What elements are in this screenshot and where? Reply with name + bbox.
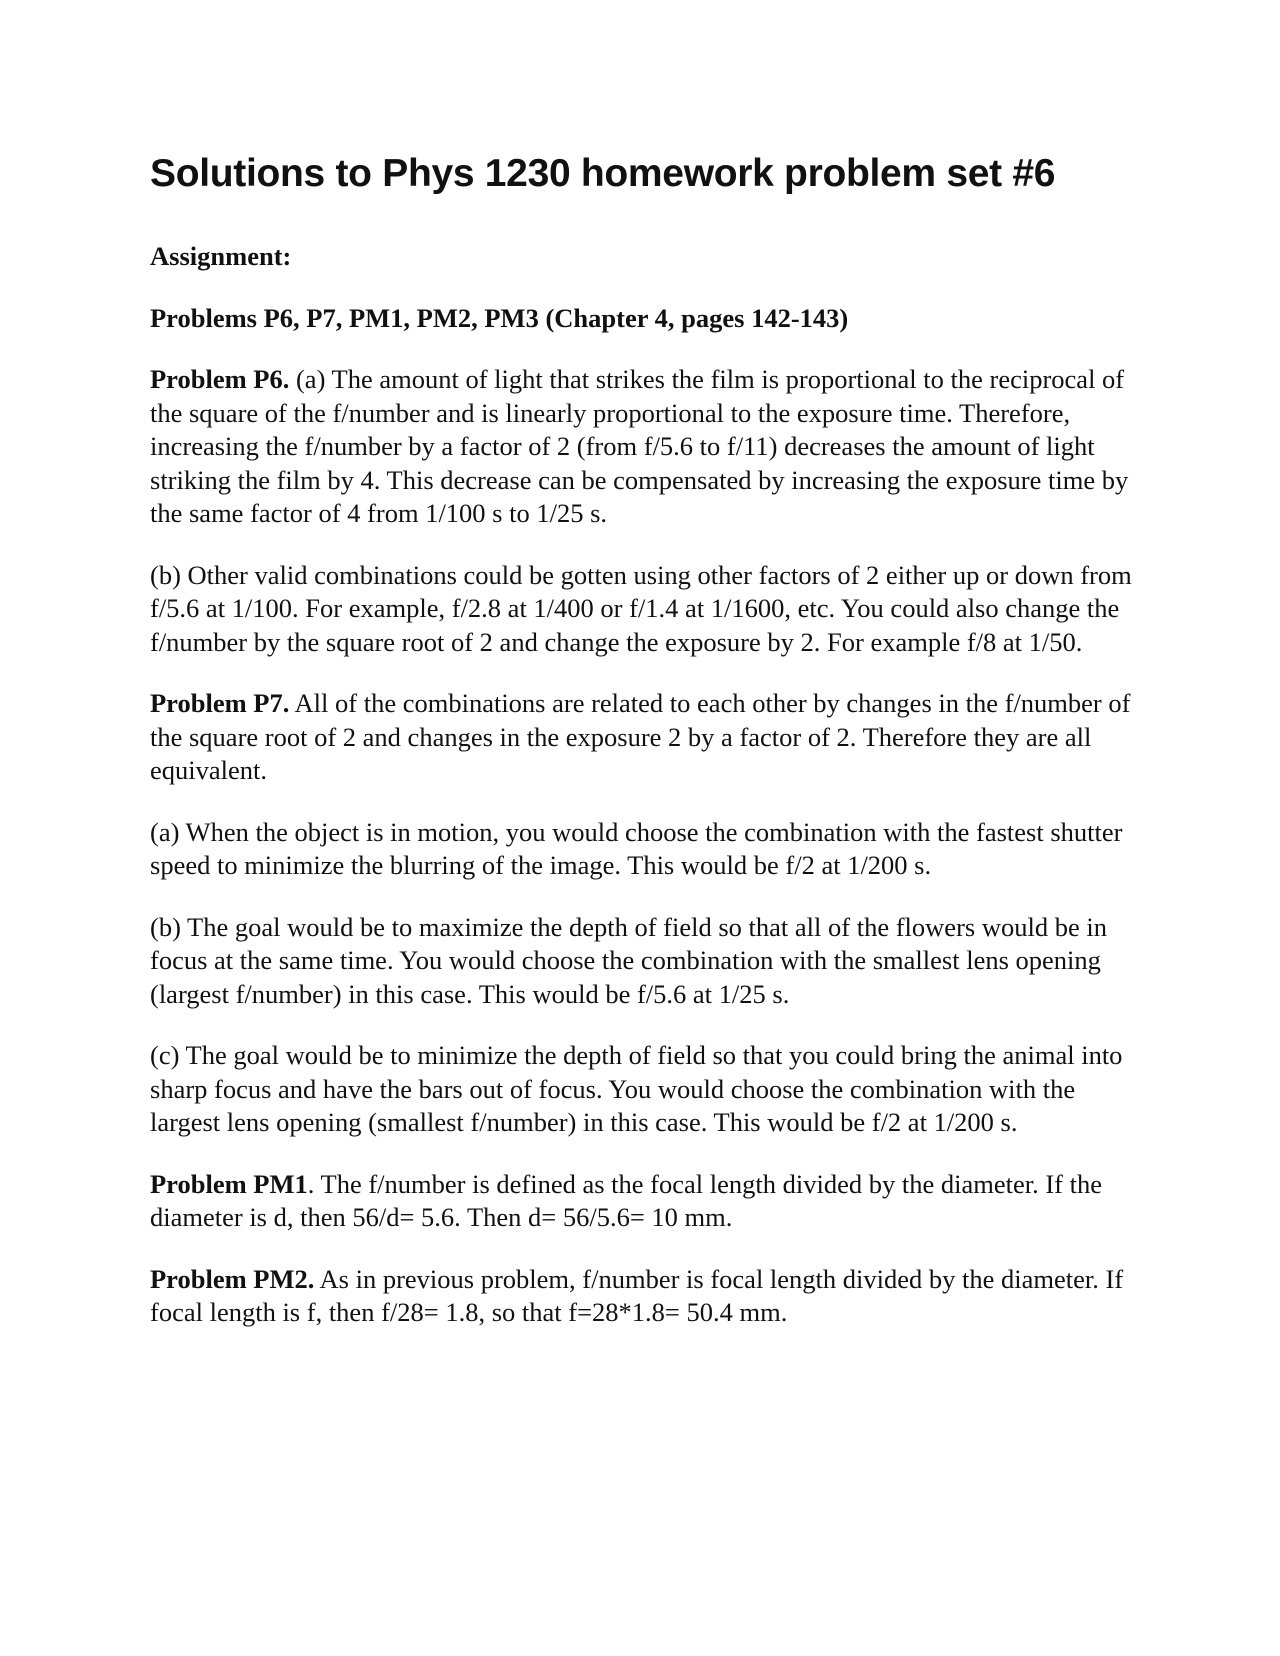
- paragraph-text: (a) The amount of light that strikes the film is proportional to the reciprocal of the square of the f/number and is linearly proportional to the exposure time. Therefore, increasing the f/number by a factor of 2 (from f/5.6 to f/11) decreases the amount of light striking the film by 4. This decrease can be compensated by increasing the exposure time by the same factor of 4 from 1/100 s to 1/25 s.: [150, 364, 1129, 528]
- paragraph-text: (b) The goal would be to maximize the depth of field so that all of the flowers would be in focus at the same time. You would choose the combination with the smallest lens opening (largest f/number) in this case. This would be f/5.6 at 1/25 s.: [150, 911, 1107, 1009]
- paragraph-text: (c) The goal would be to minimize the depth of field so that you could bring the animal into sharp focus and have the bars out of focus. You would choose the combination with the largest lens opening (smallest f/number) in this case. This would be f/2 at 1/200 s.: [150, 1040, 1123, 1137]
- assignment-heading: Assignment:: [150, 241, 292, 271]
- paragraph-text: As in previous problem, f/number is focal length divided by the diameter. If focal length is f, then f/28= 1.8, so that f=28*1.8= 50.4 mm.: [150, 1263, 1124, 1327]
- paragraph-p7-b: [150, 911, 1135, 1012]
- paragraph-lead: Problem P6.: [150, 364, 290, 394]
- paragraph-pm1: [150, 1168, 1135, 1235]
- paragraph-lead: Problem PM2.: [150, 1263, 315, 1294]
- paragraph-p7: [150, 687, 1135, 788]
- paragraph-p6-b: [150, 559, 1135, 660]
- paragraph-lead: Problem P7.: [150, 688, 290, 718]
- paragraph-p7-a: [150, 816, 1135, 883]
- paragraph-text: (a) When the object is in motion, you would choose the combination with the fastest shutter speed to minimize the blurring of the image. This would be f/2 at 1/200 s.: [150, 816, 1123, 880]
- paragraph-pm2: [150, 1263, 1135, 1330]
- problems-line: Problems P6, P7, PM1, PM2, PM3 (Chapter 4, pages 142-143): [150, 302, 849, 333]
- paragraph-p7-c: [150, 1039, 1135, 1140]
- document-title: Solutions to Phys 1230 homework problem set #6: [150, 152, 1056, 195]
- paragraph-p6-a: [150, 363, 1135, 531]
- paragraph-text: All of the combinations are related to each other by changes in the f/number of the square root of 2 and changes in the exposure 2 by a factor of 2. Therefore they are all equivalent.: [150, 688, 1131, 785]
- document-page: [150, 150, 1135, 1358]
- paragraph-text: . The f/number is defined as the focal length divided by the diameter. If the diameter is d, then 56/d= 5.6. Then d= 56/5.6= 10 mm.: [150, 1168, 1102, 1232]
- paragraph-lead: Problem PM1: [150, 1168, 308, 1199]
- paragraph-text: (b) Other valid combinations could be gotten using other factors of 2 either up or down from f/5.6 at 1/100. For example, f/2.8 at 1/400 or f/1.4 at 1/1600, etc. You could also change the f/number by the square root of 2 and change the exposure by 2. For example f/8 at 1/50.: [150, 559, 1132, 657]
